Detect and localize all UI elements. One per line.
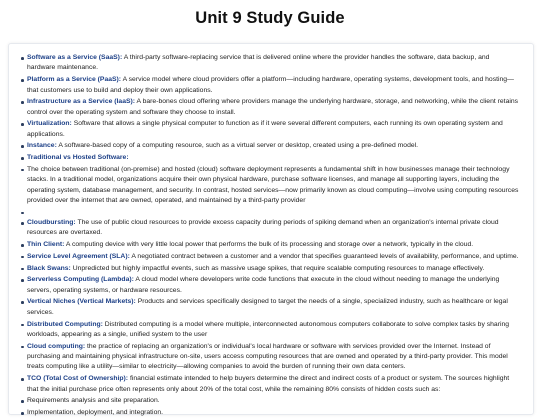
term-label: Cloudbursting: bbox=[27, 219, 76, 227]
study-guide-card bbox=[8, 43, 534, 415]
page-title: Unit 9 Study Guide bbox=[195, 9, 345, 27]
term-definition: A service model where cloud providers offer a platform—including hardware, operating systems, development tools, and hosting—that customers use to build and deploy their own applications. bbox=[27, 76, 514, 94]
list-item bbox=[27, 141, 519, 151]
list-item bbox=[27, 374, 519, 395]
term-definition: A third-party software-replacing service that is delivered online where the provider handles the software, data backup, and hardware maintenance. bbox=[27, 54, 490, 72]
term-label: Instance: bbox=[27, 142, 57, 150]
term-label: Vertical Niches (Vertical Markets): bbox=[27, 298, 136, 306]
term-list bbox=[9, 44, 533, 418]
list-item bbox=[27, 208, 519, 217]
term-label: Infrastructure as a Service (IaaS): bbox=[27, 98, 136, 106]
list-item bbox=[27, 408, 519, 418]
list-item bbox=[27, 396, 519, 406]
term-label: Cloud computing: bbox=[27, 342, 86, 350]
list-item bbox=[27, 264, 519, 274]
term-label: Virtualization: bbox=[27, 120, 72, 128]
term-definition: Software that allows a single physical computer to function as if it were several different computers, each running its own operating system and applications. bbox=[27, 120, 503, 138]
term-label: Platform as a Service (PaaS): bbox=[27, 76, 122, 84]
list-item bbox=[27, 119, 519, 140]
term-definition: A computing device with very little local power that performs the bulk of its processing and storage over a network, typically in the cloud. bbox=[64, 241, 474, 249]
term-label: Service Level Agreement (SLA): bbox=[27, 252, 130, 260]
term-label: Traditional vs Hosted Software: bbox=[27, 154, 129, 162]
term-definition: Unpredicted but highly impactful events, such as massive usage spikes, that require scalable computing resources to manage effectively. bbox=[70, 264, 485, 272]
term-definition: A negotiated contract between a customer and a vendor that specifies guaranteed levels of availability, performance, and uptime. bbox=[129, 252, 519, 260]
term-definition: The use of public cloud resources to provide excess capacity during periods of spiking demand when an organization's internal private cloud resources are overtaxed. bbox=[27, 219, 499, 237]
term-definition: A cloud model where developers write code functions that execute in the cloud without needing to manage the underlying servers, operating systems, or hardware resources. bbox=[27, 276, 500, 294]
term-definition: Implementation, deployment, and integration. bbox=[27, 408, 164, 416]
list-item bbox=[27, 153, 519, 163]
list-item bbox=[27, 297, 519, 318]
list-item bbox=[27, 218, 519, 239]
term-definition: Requirements analysis and site preparation. bbox=[27, 397, 160, 405]
list-item bbox=[27, 53, 519, 74]
term-label: Serverless Computing (Lambda): bbox=[27, 276, 134, 284]
term-definition: A software-based copy of a computing resource, such as a virtual server or desktop, created using a pre-defined model. bbox=[56, 142, 419, 150]
list-item bbox=[27, 320, 519, 341]
list-item bbox=[27, 165, 519, 207]
list-item bbox=[27, 252, 519, 262]
term-label: Distributed Computing: bbox=[27, 320, 103, 328]
list-item bbox=[27, 342, 519, 373]
list-item bbox=[27, 75, 519, 96]
term-label: Thin Client: bbox=[27, 241, 65, 249]
term-definition: The choice between traditional (on-premise) and hosted (cloud) software deployment represents a fundamental shift in how businesses manage their technology stacks. In a traditional model, organizations acquire their own physical hardware, purchase software licenses, and manage all supporting layers, including the operating system, database management, and security. In contrast, hosted services—now primarily known as cloud computing—involve using computing resources provided over the internet that are owned, operated, and maintained by a third-party provider bbox=[27, 165, 519, 205]
term-definition: A bare-bones cloud offering where providers manage the underlying hardware, storage, and networking, while the client retains control over the operating system and software they choose to install. bbox=[27, 98, 519, 116]
term-label: TCO (Total Cost of Ownership): bbox=[27, 375, 129, 383]
term-label: Software as a Service (SaaS): bbox=[27, 54, 123, 61]
term-definition: Distributed computing is a model where multiple, interconnected autonomous computers collaborate to solve complex tasks by sharing workloads, appearing as a single, unified system to the user bbox=[27, 320, 510, 338]
term-definition: financial estimate intended to help buyers determine the direct and indirect costs of a product or system. The sources highlight that the initial purchase price often represents only about 20% of the total cost, while the remaining 80% consists of hidden costs such as: bbox=[27, 375, 510, 393]
list-item bbox=[27, 97, 519, 118]
term-label: Black Swans: bbox=[27, 264, 71, 272]
list-item bbox=[27, 240, 519, 250]
list-item bbox=[27, 275, 519, 296]
term-definition: the practice of replacing an organization's or individual's local hardware or software with services provided over the Internet. Instead of purchasing and maintaining physical infrastructure on-site, users access computing resources that are owned and operated by a third-party provider. This model treats computing like a utility—similar to electricity—allowing companies to avoid the burden of running their own data centers. bbox=[27, 342, 508, 371]
term-definition: Products and services specifically designed to target the needs of a single, specialized industry, such as healthcare or legal services. bbox=[27, 298, 508, 316]
